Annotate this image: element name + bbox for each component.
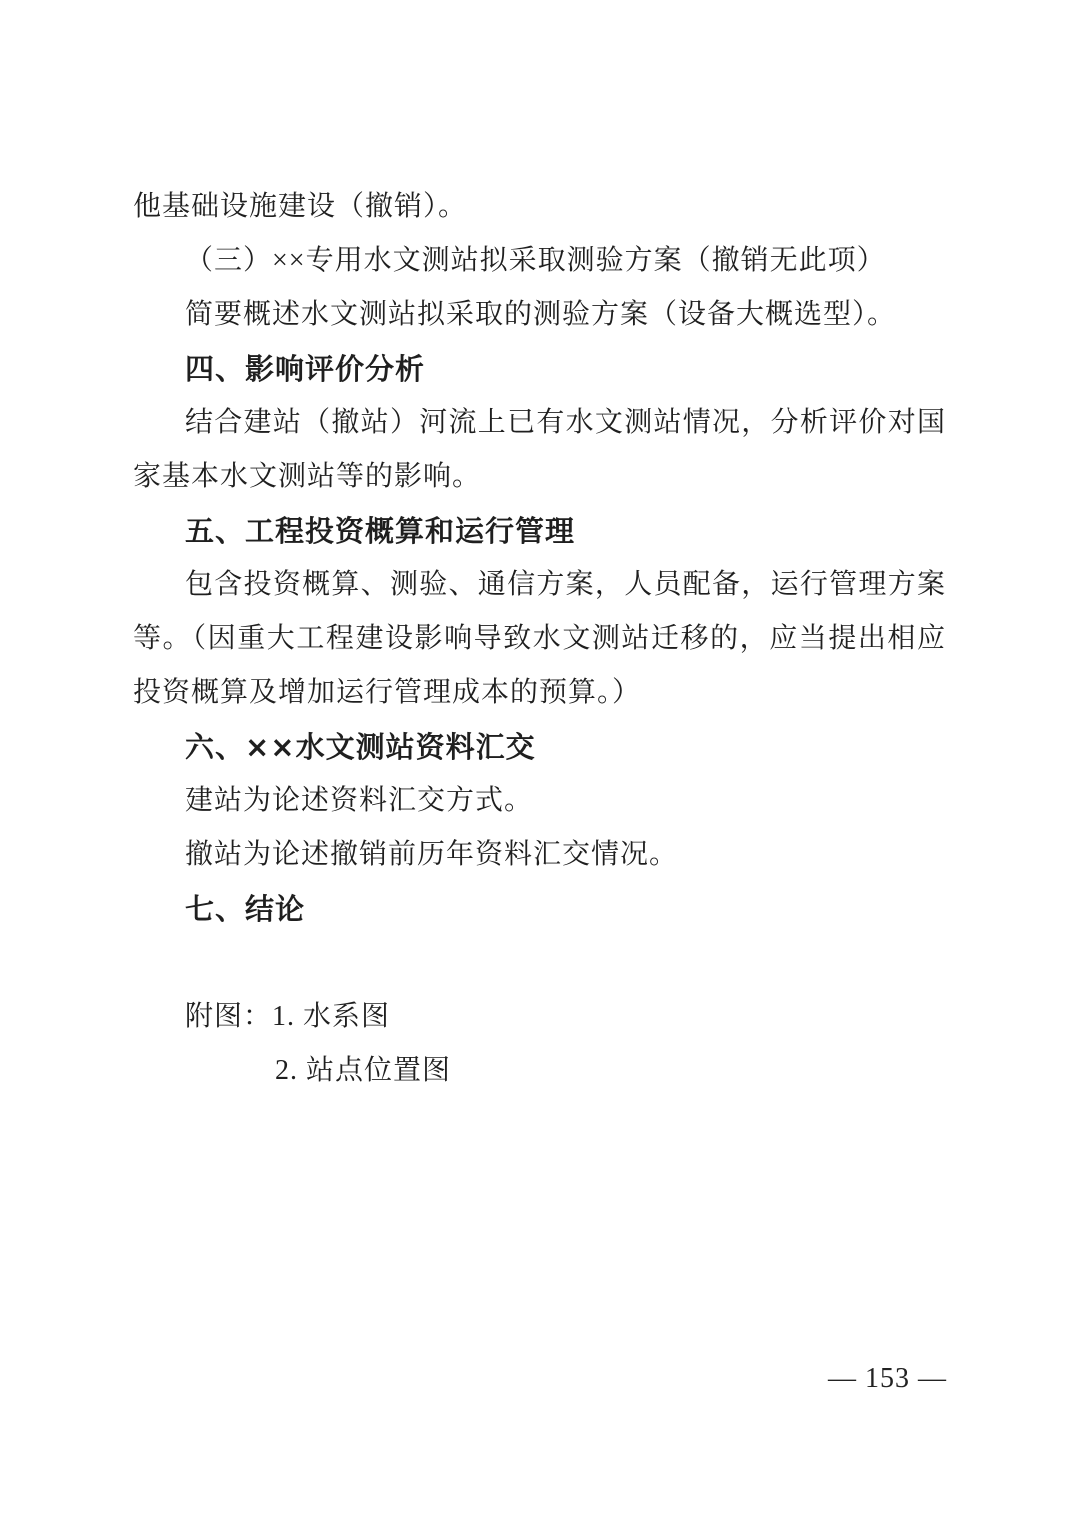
section-heading-7: 七、结论 [185, 892, 306, 926]
body-line-continuation: 他基础设施建设（撤销）。 [133, 191, 468, 222]
body-line: 投资概算及增加运行管理成本的预算。） [133, 677, 642, 708]
document-body [133, 180, 945, 1098]
blank-line [133, 936, 945, 990]
body-line: 撤站为论述撤销前历年资料汇交情况。 [185, 839, 679, 870]
body-line: 家基本水文测站等的影响。 [133, 461, 482, 492]
section-heading-5: 五、工程投资概算和运行管理 [185, 514, 576, 548]
body-line: 包含投资概算、测验、通信方案，人员配备，运行管理方案 [185, 569, 945, 600]
attachment-item-2: 2. 站点位置图 [275, 1055, 452, 1086]
body-line: 等。（因重大工程建设影响导致水文测站迁移的，应当提出相应 [133, 623, 945, 654]
page-number: — 153 — [828, 1363, 947, 1394]
body-line: 结合建站（撤站）河流上已有水文测站情况，分析评价对国 [185, 407, 945, 438]
section-heading-4: 四、影响评价分析 [185, 352, 426, 386]
body-line: 简要概述水文测站拟采取的测验方案（设备大概选型）。 [185, 299, 897, 330]
body-line: 建站为论述资料汇交方式。 [185, 785, 534, 816]
subheading-item-three: （三）××专用水文测站拟采取测验方案（撤销无此项） [185, 245, 886, 276]
attachment-item-1: 附图：1. 水系图 [185, 1001, 391, 1032]
section-heading-6: 六、××水文测站资料汇交 [185, 730, 536, 764]
